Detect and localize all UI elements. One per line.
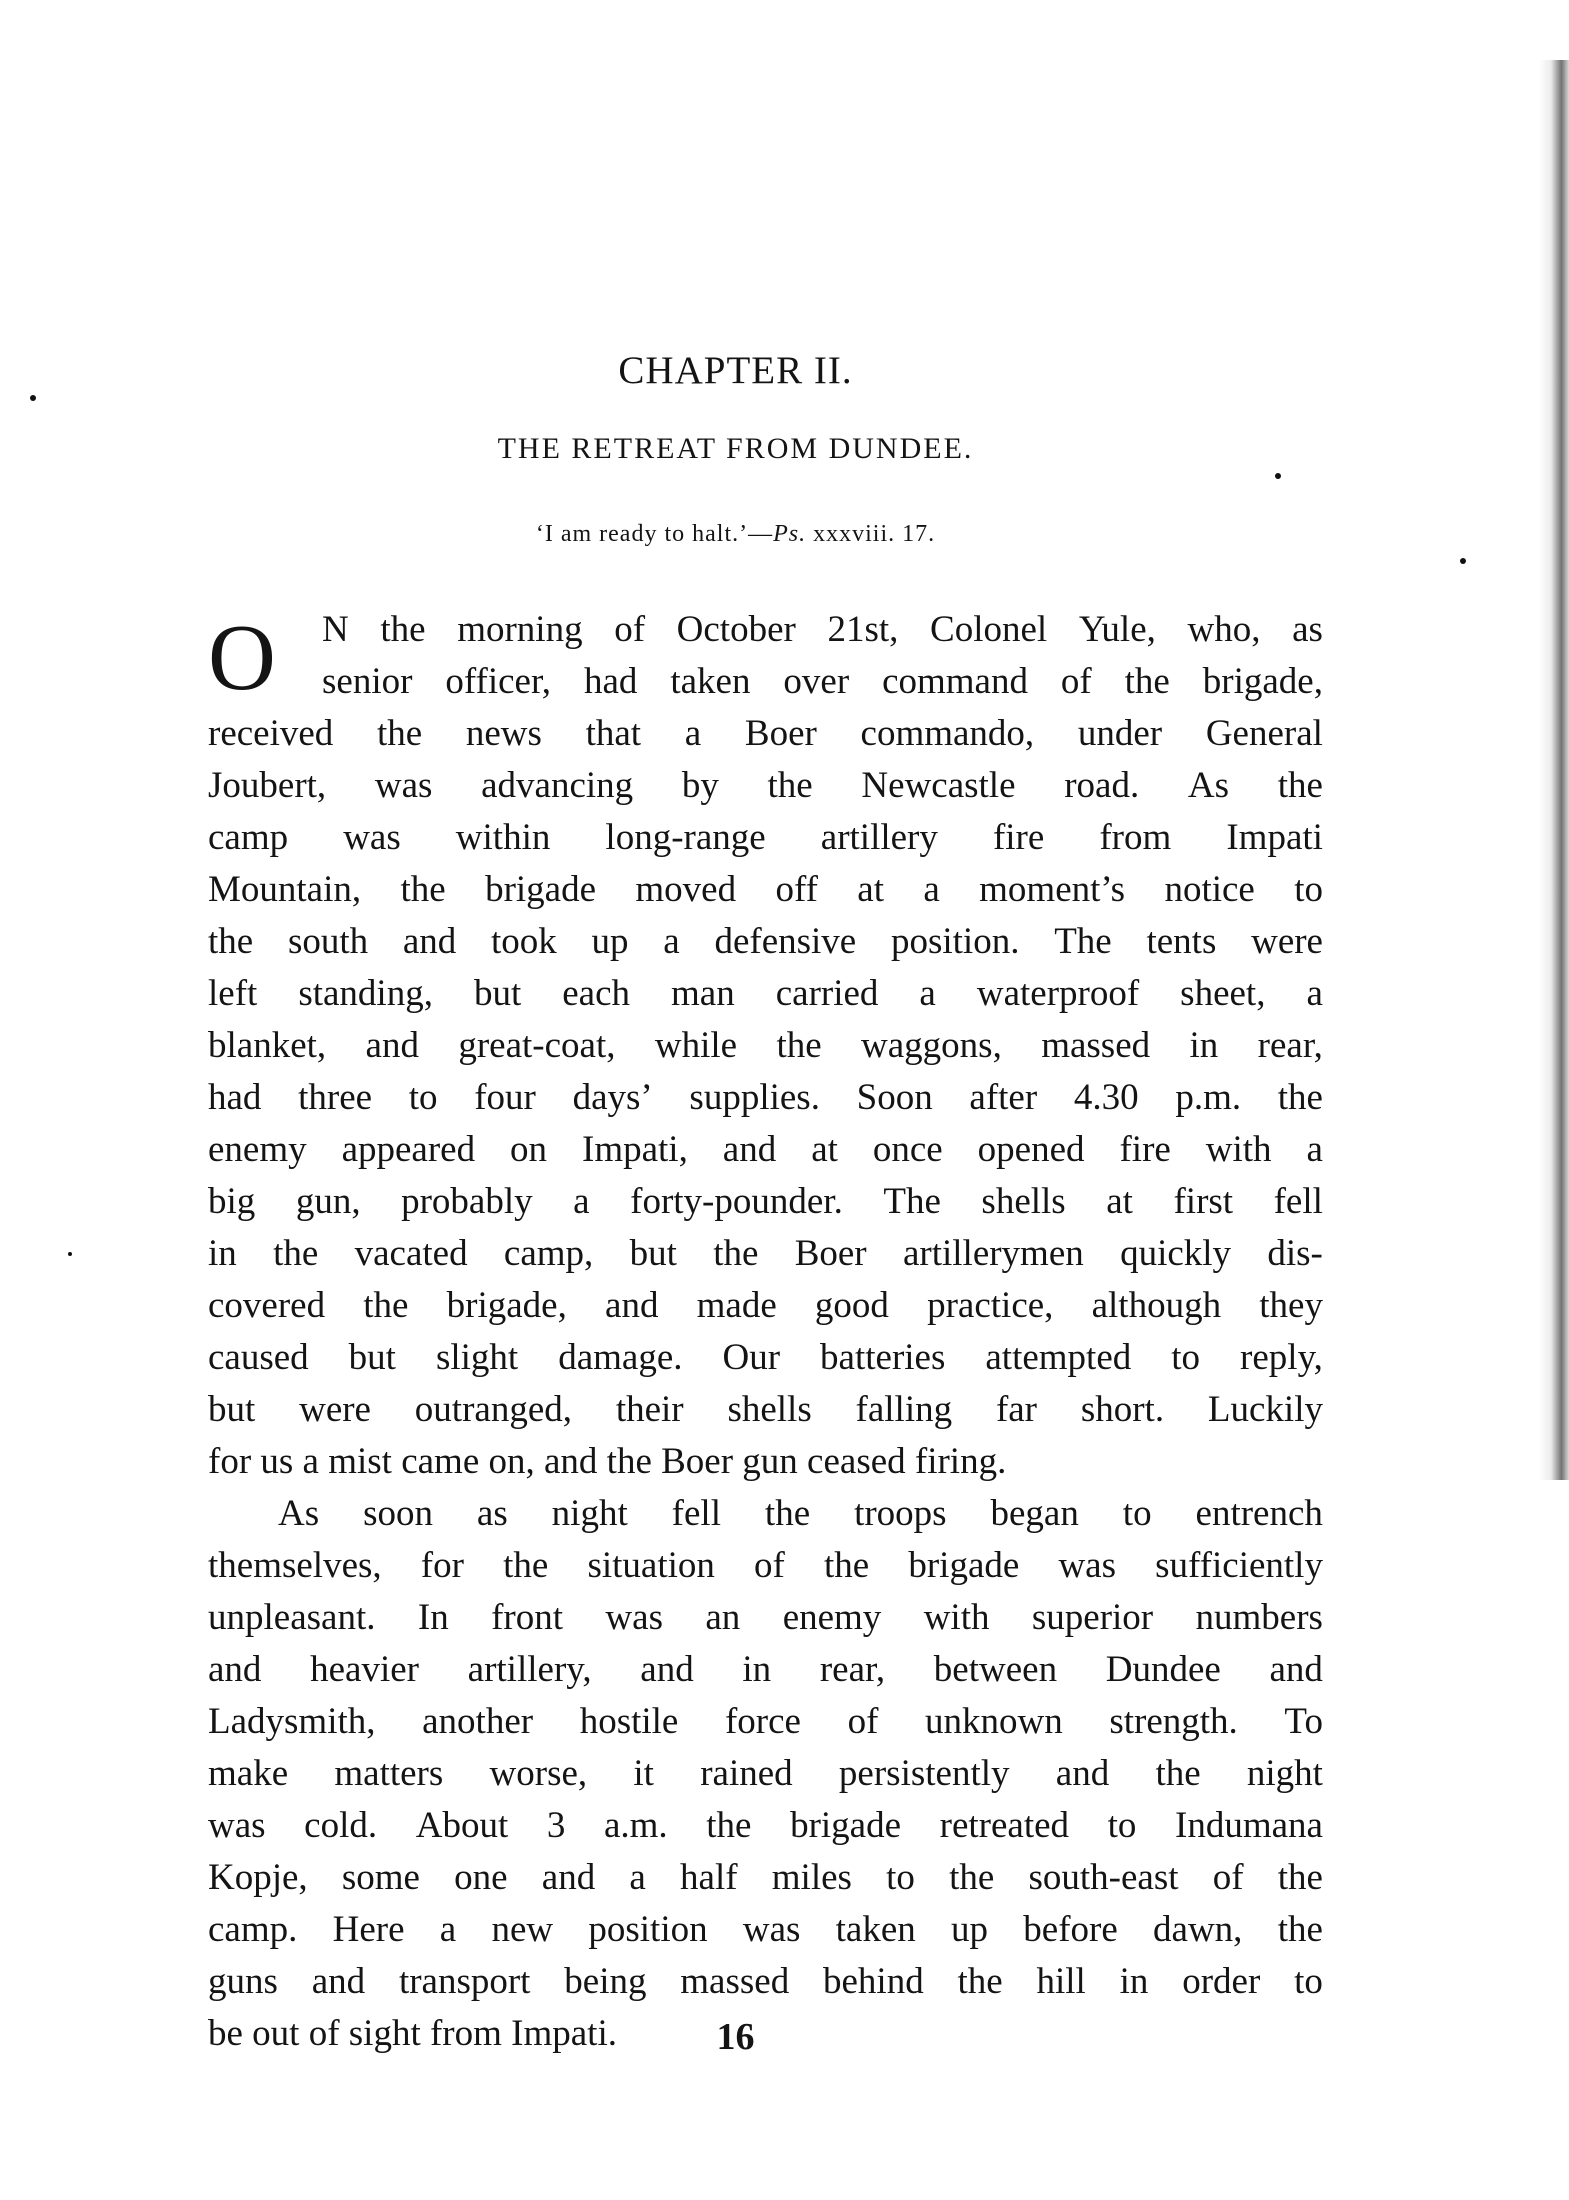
- text-line: guns and transport being massed behind the hill in order to: [208, 1961, 1323, 2002]
- text-line: Ladysmith, another hostile force of unknown strength. To: [208, 1701, 1323, 1742]
- text-line: unpleasant. In front was an enemy with superior numbers: [208, 1597, 1323, 1638]
- text-line: be out of sight from Impati.: [208, 2013, 617, 2054]
- text-line: N the morning of October 21st, Colonel Yule, who, as: [322, 609, 1323, 650]
- body-text: [208, 604, 1323, 2060]
- text-line: camp. Here a new position was taken up before dawn, the: [208, 1909, 1323, 1950]
- text-line: in the vacated camp, but the Boer artillerymen quickly dis-: [208, 1233, 1323, 1274]
- paragraph-2: [208, 1488, 1323, 2060]
- paragraph-1: [208, 604, 1323, 1488]
- text-line: was cold. About 3 a.m. the brigade retreated to Indumana: [208, 1805, 1323, 1846]
- scan-speck: [1460, 558, 1466, 564]
- text-line: left standing, but each man carried a waterproof sheet, a: [208, 973, 1323, 1014]
- scan-speck: [30, 395, 36, 401]
- epigraph-verse: xxxviii. 17.: [806, 521, 936, 547]
- text-line: had three to four days’ supplies. Soon after 4.30 p.m. the: [208, 1077, 1323, 1118]
- text-line: but were outranged, their shells falling far short. Luckily: [208, 1389, 1323, 1430]
- text-line: covered the brigade, and made good practice, although they: [208, 1285, 1323, 1326]
- text-line: Kopje, some one and a half miles to the south-east of the: [208, 1857, 1323, 1898]
- text-line: Joubert, was advancing by the Newcastle road. As the: [208, 765, 1323, 806]
- text-line: the south and took up a defensive position. The tents were: [208, 921, 1323, 962]
- text-line: received the news that a Boer commando, under General: [208, 713, 1323, 754]
- text-line: senior officer, had taken over command of the brigade,: [322, 661, 1323, 702]
- text-line: for us a mist came on, and the Boer gun ceased firing.: [208, 1441, 1007, 1482]
- scan-shadow-edge: [1539, 60, 1569, 1480]
- chapter-title: THE RETREAT FROM DUNDEE.: [497, 432, 974, 465]
- text-line: As soon as night fell the troops began to entrench: [278, 1493, 1323, 1534]
- text-line: Mountain, the brigade moved off at a moment’s notice to: [208, 869, 1323, 910]
- page-number: 16: [716, 2016, 755, 2058]
- epigraph-reference: Ps.: [773, 521, 807, 547]
- text-line: caused but slight damage. Our batteries attempted to reply,: [208, 1337, 1323, 1378]
- epigraph-quote: ‘I am ready to halt.’—: [535, 521, 774, 547]
- text-line: big gun, probably a forty-pounder. The shells at first fell: [208, 1181, 1323, 1222]
- text-line: and heavier artillery, and in rear, between Dundee and: [208, 1649, 1323, 1690]
- text-line: blanket, and great-coat, while the waggons, massed in rear,: [208, 1025, 1323, 1066]
- chapter-number: CHAPTER II.: [618, 349, 853, 392]
- scan-speck: [1275, 473, 1281, 479]
- text-line: themselves, for the situation of the brigade was sufficiently: [208, 1545, 1323, 1586]
- text-line: make matters worse, it rained persistently and the night: [208, 1753, 1323, 1794]
- drop-cap: O: [208, 606, 276, 710]
- text-line: enemy appeared on Impati, and at once opened fire with a: [208, 1129, 1323, 1170]
- epigraph: [0, 521, 1471, 548]
- text-line: camp was within long-range artillery fire from Impati: [208, 817, 1323, 858]
- scan-speck: [68, 1252, 72, 1256]
